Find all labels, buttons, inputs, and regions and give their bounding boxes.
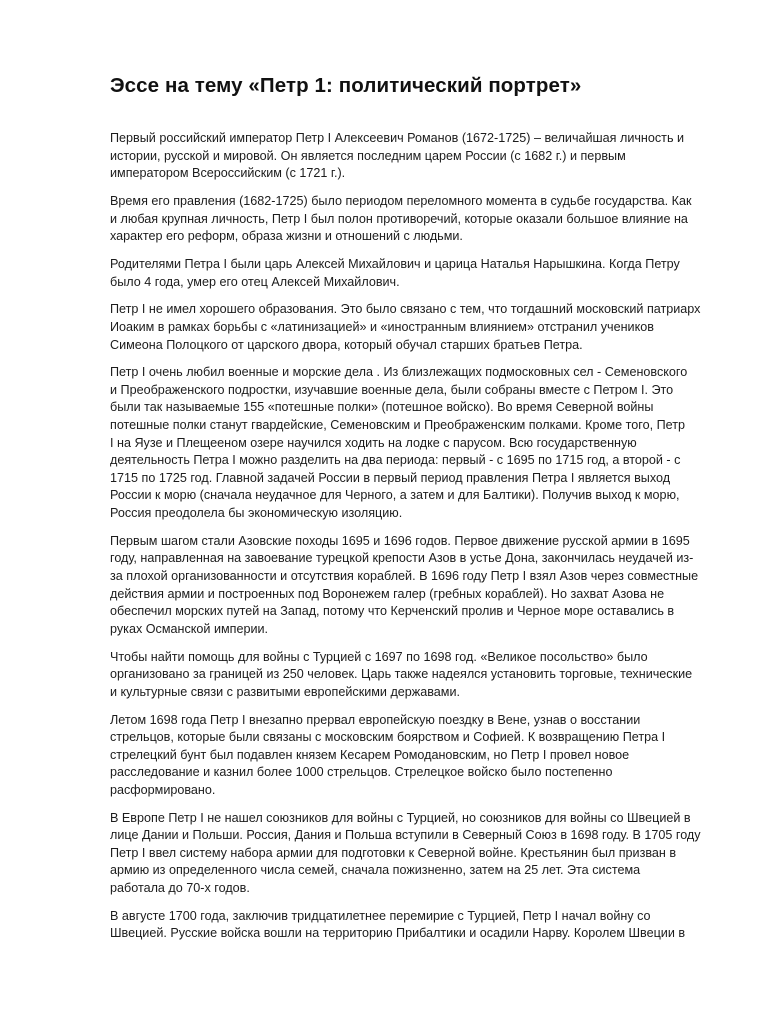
- paragraph-line: Родителями Петра I были царь Алексей Михайлович и царица Наталья Нарышкина. Когда Петру: [110, 256, 680, 271]
- paragraph-line: России к морю (сначала неудачное для Черного, а затем и для Балтики). Получив выход к морю,: [110, 488, 680, 503]
- paragraph-line: были так называемые 155 «потешные полки» (потешное войско). Во время Северной войны: [110, 400, 654, 415]
- paragraph-line: потешные полки станут гвардейские, Семеновским и Преображенским полками. Кроме того, Петр: [110, 418, 685, 433]
- paragraph-line: Первый российский император Петр I Алексеевич Романов (1672-1725) – величайшая личность и: [110, 131, 685, 145]
- paragraph-line: и Преображенского подростки, изучавшие военные дела, были собраны вместе с Петром I. Это: [110, 382, 674, 397]
- paragraph-line: обеспечил морских путей на Запад, потому что Керченский пролив и Черное море оставались в: [110, 604, 675, 619]
- paragraph: [110, 712, 718, 800]
- paragraph-line: характер его реформ, образа жизни и отношений с людьми.: [110, 229, 463, 244]
- paragraph-line: деятельность Петра I можно разделить на два периода: первый - с 1695 по 1715 год, а второй - с: [110, 453, 681, 468]
- paragraph: [110, 533, 718, 639]
- paragraph: [110, 301, 718, 354]
- paragraph-line: расследование и казнил более 1000 стрельцов. Стрелецкое войско было постепенно: [110, 765, 613, 780]
- paragraph-line: 1715 по 1725 год. Главной задачей России в первый период правления Петра I является выход: [110, 470, 671, 485]
- paragraph: [110, 364, 718, 522]
- paragraph-line: Симеона Полоцкого от царского двора, который обучал старших братьев Петра.: [110, 337, 583, 352]
- paragraph-line: организовано за границей из 250 человек. Царь также надеялся установить торговые, технические: [110, 667, 693, 682]
- paragraph: [110, 810, 718, 898]
- paragraph-line: лице Дании и Польши. Россия, Дания и Польша вступили в Северный Союз в 1698 году. В 1705 году: [110, 828, 701, 843]
- paragraph-line: руках Османской империи.: [110, 621, 269, 636]
- paragraph-line: Иоаким в рамках борьбы с «латинизацией» и «иностранным влиянием» отстранил учеников: [110, 319, 654, 334]
- paragraph-line: Петр I не имел хорошего образования. Это было связано с тем, что тогдашний московский патриарх: [110, 302, 701, 317]
- paragraph-line: В августе 1700 года, заключив тридцатилетнее перемирие с Турцией, Петр I начал войну со: [110, 908, 651, 923]
- paragraph-line: году, направленная на завоевание турецкой крепости Азов в устье Дона, закончилась неудачей из-: [110, 551, 694, 566]
- paragraph: [110, 256, 718, 291]
- paragraph-line: за плохой организованности и отсутствия кораблей. В 1696 году Петр I взял Азов через совместные: [110, 569, 699, 583]
- essay-title: Эссе на тему «Петр 1: политический портрет»: [110, 74, 582, 97]
- paragraph-line: I на Яузе и Плещееном озере научился ходить на лодке с парусом. Всю государственную: [110, 435, 637, 450]
- paragraph-line: работала до 70-х годов.: [110, 881, 250, 896]
- paragraph-line: Швецией. Русские войска вошли на территорию Прибалтики и осадили Нарву. Королем Швеции в: [110, 926, 686, 941]
- paragraph-line: Петр I ввел систему набора армии для подготовки к Северной войне. Крестьянин был призван в: [110, 845, 677, 860]
- paragraph-line: Первым шагом стали Азовские походы 1695 и 1696 годов. Первое движение русской армии в 1695: [110, 533, 690, 548]
- paragraph-line: расформировано.: [110, 782, 216, 797]
- paragraph-line: и любая крупная личность, Петр I был полон противоречий, которые оказали большое влияние на: [110, 211, 688, 226]
- paragraph-line: императором Всероссийским (с 1721 г.).: [110, 166, 346, 181]
- paragraph: [110, 908, 718, 943]
- paragraph: [110, 193, 718, 246]
- paragraph-line: Время его правления (1682-1725) было периодом переломного момента в судьбе государства. Как: [110, 193, 692, 208]
- paragraph-line: стрелецкий бунт был подавлен князем Кесарем Ромодановским, но Петр I провел новое: [110, 747, 630, 762]
- paragraph: [110, 130, 718, 183]
- paragraph-line: Чтобы найти помощь для войны с Турцией с 1697 по 1698 год. «Великое посольство» было: [110, 649, 648, 664]
- paragraph-line: было 4 года, умер его отец Алексей Михайлович.: [110, 274, 400, 289]
- paragraph-line: В Европе Петр I не нашел союзников для войны с Турцией, но союзников для войны со Швецией в: [110, 810, 691, 825]
- paragraph-line: стрельцов, которые были связаны с московским боярством и Софией. К возвращению Петра I: [110, 730, 666, 745]
- paragraph-line: истории, русской и мировой. Он является последним царем России (с 1682 г.) и первым: [110, 148, 626, 163]
- paragraph-line: Петр I очень любил военные и морские дела . Из близлежащих подмосковных сел - Семеновского: [110, 365, 688, 380]
- paragraph-line: действия армии и построенных под Воронежем галер (гребных кораблей). Но захват Азова не: [110, 586, 665, 601]
- paragraph-line: и культурные связи с развитыми европейскими державами.: [110, 684, 460, 699]
- paragraph: [110, 649, 718, 702]
- paragraph-line: Летом 1698 года Петр I внезапно прервал европейскую поездку в Вене, узнав о восстании: [110, 712, 641, 727]
- paragraph-line: армию из определенного числа семей, сначала пожизненно, затем на 25 лет. Эта система: [110, 863, 641, 878]
- essay-body: [110, 130, 718, 943]
- paragraph-line: Россия преодолела бы экономическую изоляцию.: [110, 506, 403, 521]
